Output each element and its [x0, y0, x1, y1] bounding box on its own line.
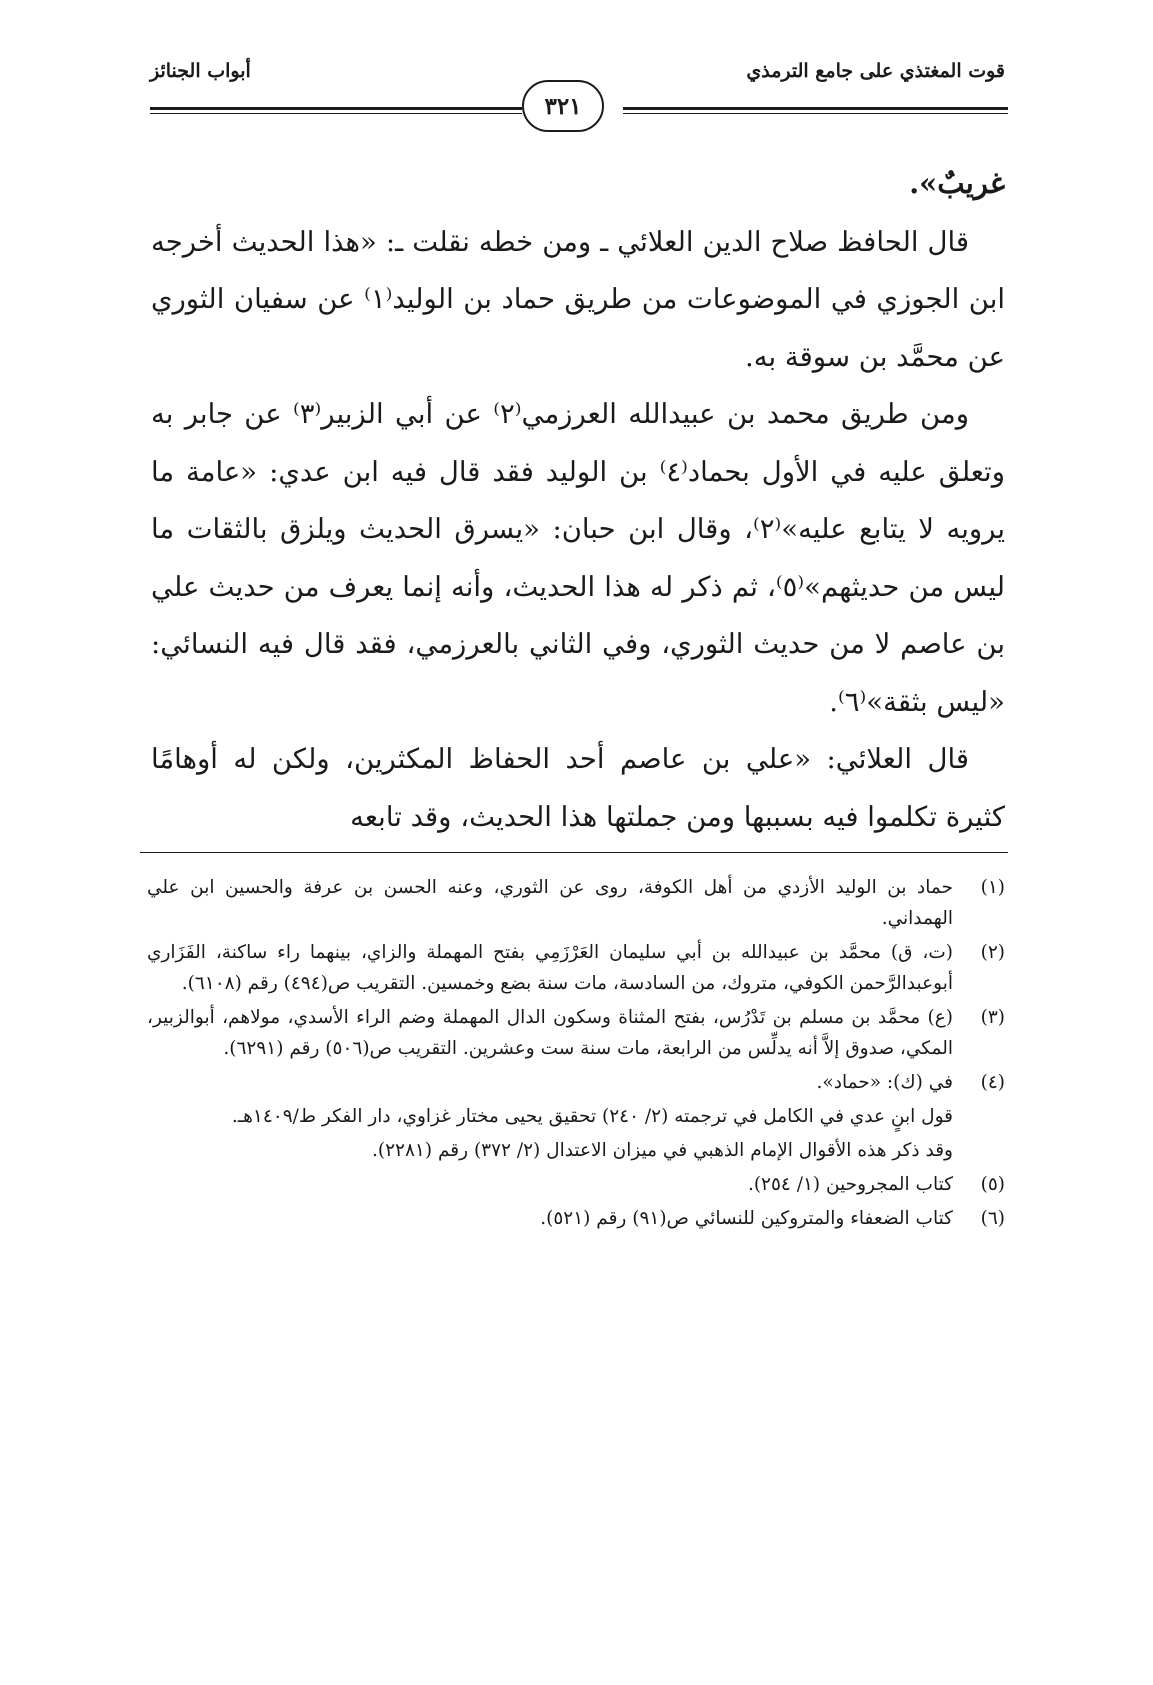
footnote-6: [147, 1203, 1005, 1234]
page-number: ٣٢١: [522, 80, 604, 132]
footnote-text: (ع) محمَّد بن مسلم بن تَدْرُس، بفتح المثناة وسكون الدال المهملة وضم الراء الأسدي، مولاهم، أبوالزبير، المكي، صدوق إلاَّ أنه يدلِّس من الرابعة، مات سنة ست وعشرين. التقريب ص(٥٠٦) رقم (٦٢٩١).: [147, 1007, 953, 1059]
footnote-2: [147, 937, 1005, 999]
footnote-note: وقد ذكر هذه الأقوال الإمام الذهبي في ميزان الاعتدال (٢/ ٣٧٢) رقم (٢٢٨١).: [372, 1140, 953, 1161]
footnotes: [147, 872, 1005, 1237]
footnote-5: [147, 1169, 1005, 1200]
paragraph-text: غريبٌ».: [909, 166, 1005, 200]
footnote-number: (٦): [980, 1208, 1005, 1229]
chapter-title: أبواب الجنائز: [150, 60, 251, 82]
footnote-text: كتاب الضعفاء والمتروكين للنسائي ص(٩١) رقم (٥٢١).: [540, 1208, 953, 1229]
footnote-number: (١): [980, 877, 1005, 898]
footnote-3: [147, 1002, 1005, 1064]
paragraph: قال العلائي: «علي بن عاصم أحد الحفاظ المكثرين، ولكن له أوهامًا كثيرة تكلموا فيه بسببها ومن جملتها هذا الحديث، وقد تابعه: [151, 743, 1005, 833]
header-rule-left: [150, 107, 522, 110]
footnote-number: (٥): [980, 1174, 1005, 1195]
main-text: [151, 155, 1005, 846]
header-rule-right: [623, 107, 1008, 110]
footnote-1: [147, 872, 1005, 934]
footnote-number: (٤): [980, 1072, 1005, 1093]
footnote-text: (ت، ق) محمَّد بن عبيدالله بن أبي سليمان العَرْزَمِي بفتح المهملة والزاي، بينهما راء ساكنة، الفَزَاري أبوعبدالرَّحمن الكوفي، متروك، من السادسة، مات سنة بضع وخمسين. التقريب ص(٤٩٤) رقم (٦١٠٨).: [147, 942, 953, 994]
footnote-text: كتاب المجروحين (١/ ٢٥٤).: [747, 1174, 953, 1195]
footnote-separator: [140, 852, 1008, 853]
paragraph: قال الحافظ صلاح الدين العلائي ـ ومن خطه نقلت ـ: «هذا الحديث أخرجه ابن الجوزي في الموضوعات من طريق حماد بن الوليد⁽١⁾ عن سفيان الثوري عن محمَّد بن سوقة به.: [151, 225, 1005, 373]
footnote-number: (٢): [980, 942, 1005, 963]
paragraph: ومن طريق محمد بن عبيدالله العرزمي⁽٢⁾ عن أبي الزبير⁽٣⁾ عن جابر به وتعلق عليه في الأول بحماد⁽٤⁾ بن الوليد فقد قال فيه ابن عدي: «عامة ما يرويه لا يتابع عليه»⁽٢⁾، وقال ابن حبان: «يسرق الحديث ويلزق بالثقات ما ليس من حديثهم»⁽٥⁾، ثم ذكر له هذا الحديث، وأنه إنما يعرف من حديث علي بن عاصم لا من حديث الثوري، وفي الثاني بالعرزمي، فقد قال فيه النسائي: «ليس بثقة»⁽٦⁾.: [151, 398, 1006, 718]
footnote-number: (٣): [980, 1007, 1005, 1028]
footnote-note: قول ابنٍ عدي في الكامل في ترجمته (٢/ ٢٤٠) تحقيق يحيى مختار غزاوي، دار الفكر ط/١٤٠٩هـ.: [231, 1106, 953, 1127]
footnote-text: في (ك): «حماد».: [816, 1072, 953, 1093]
footnote-4: [147, 1067, 1005, 1098]
footnote-text: حماد بن الوليد الأزدي من أهل الكوفة، روى عن الثوري، وعنه الحسن بن عرفة والحسين ابن علي الهمداني.: [147, 877, 953, 929]
book-title: قوت المغتذي على جامع الترمذي: [746, 60, 1005, 82]
paragraph-continuation: [151, 155, 1005, 214]
